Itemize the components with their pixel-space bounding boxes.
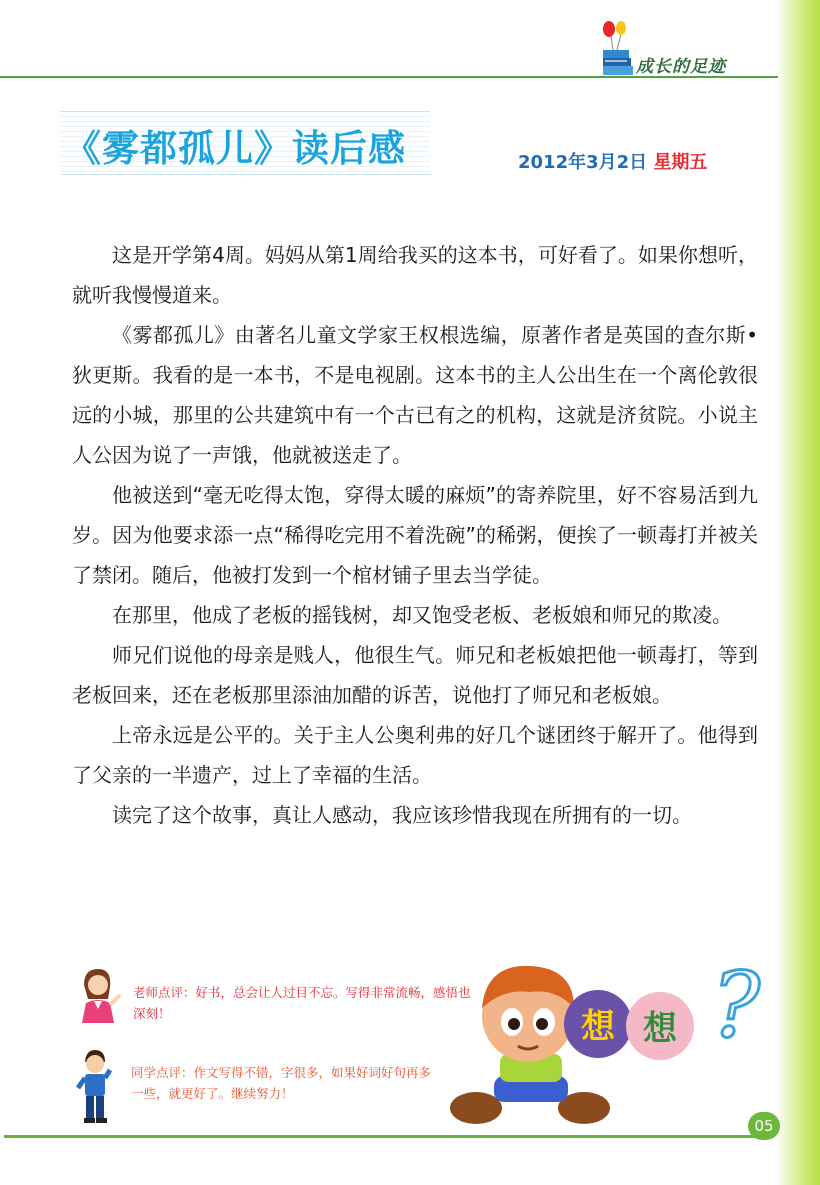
paragraph: 师兄们说他的母亲是贱人，他很生气。师兄和老板娘把他一顿毒打，等到老板回来，还在老板那里添油加醋的诉苦，说他打了师兄和老板娘。 (72, 643, 758, 707)
paragraph: 这是开学第4周。妈妈从第1周给我买的这本书，可好看了。如果你想听，就听我慢慢道来。 (72, 243, 758, 307)
section-title: 成长的足迹 (636, 57, 726, 77)
think-bubble-char-1: 想 (581, 1007, 615, 1047)
student-avatar (76, 1048, 114, 1124)
paragraph: 《雾都孤儿》由著名儿童文学家王权根选编，原著作者是英国的查尔斯•狄更斯。我看的是一本书，不是电视剧。这本书的主人公出生在一个离伦敦很远的小城，那里的公共建筑中有一个古已有之的机构，这就是济贫院。小说主人公因为说了一声饿，他就被送走了。 (72, 323, 758, 467)
books-balloon-icon (597, 20, 637, 78)
page-number: 05 (748, 1112, 780, 1140)
date: 2012年3月2日 (518, 152, 648, 173)
footer-divider (4, 1135, 756, 1138)
thinking-boy-illustration (446, 958, 770, 1128)
page-title: 《雾都孤儿》读后感 (64, 127, 406, 170)
paragraph: 上帝永远是公平的。关于主人公奥利弗的好几个谜团终于解开了。他得到了父亲的一半遗产，过上了幸福的生活。 (72, 723, 758, 787)
paragraph: 他被送到“毫无吃得太饱，穿得太暖的麻烦”的寄养院里，好不容易活到九岁。因为他要求添一点“稀得吃完用不着洗碗”的稀粥，便挨了一顿毒打并被关了禁闭。随后，他被打发到一个棺材铺子里去当学徒。 (72, 483, 758, 587)
teacher-comment: 老师点评：好书，总会让人过目不忘。写得非常流畅，感悟也深刻！ (133, 985, 471, 1021)
article-body (72, 235, 758, 835)
question-mark: ? (711, 958, 761, 1058)
paragraph: 读完了这个故事，真让人感动，我应该珍惜我现在所拥有的一切。 (112, 803, 692, 827)
right-decorative-bar (776, 0, 820, 1185)
date-line (518, 148, 707, 174)
teacher-avatar (74, 965, 122, 1023)
think-bubble-char-2: 想 (643, 1009, 677, 1049)
paragraph: 在那里，他成了老板的摇钱树，却又饱受老板、老板娘和师兄的欺凌。 (112, 603, 732, 627)
student-comment: 同学点评：作文写得不错，字很多，如果好词好句再多一些，就更好了。继续努力！ (131, 1065, 432, 1101)
weekday: 星期五 (653, 152, 708, 173)
